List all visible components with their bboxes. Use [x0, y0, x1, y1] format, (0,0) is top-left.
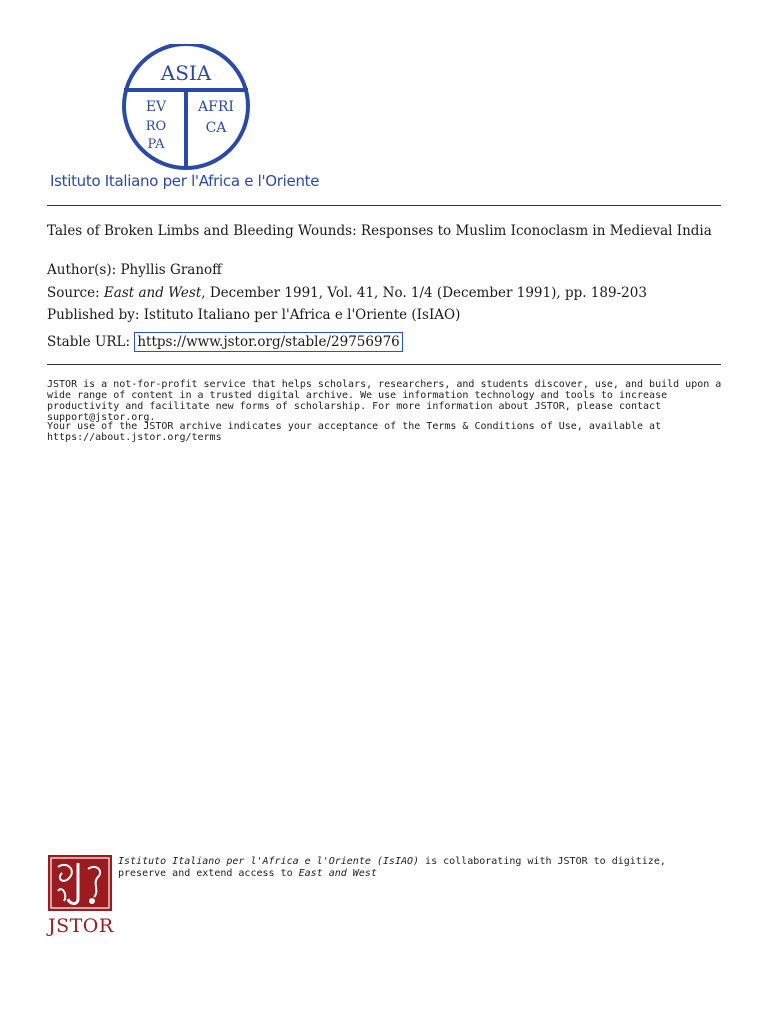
source-details: , December 1991, Vol. 41, No. 1/4 (December 1991), pp. 189-203 — [201, 285, 647, 301]
institute-logo — [50, 44, 350, 194]
jstor-notice: JSTOR is a not-for-profit service that helps scholars, researchers, and students discover, use, and build upon a wide range of content in a trusted digital archive. We use information technology and tools to increase productivity and facilitate new forms of scholarship. For more information about JSTOR, please contact support@jstor.org. — [47, 379, 722, 423]
stable-url-label: Stable URL: — [47, 334, 131, 350]
top-divider — [47, 205, 721, 206]
stable-url-link[interactable]: https://www.jstor.org/stable/29756976 — [134, 332, 402, 352]
asia-africa-europa-seal — [118, 44, 254, 170]
published-label: Published by: — [47, 307, 140, 323]
logo-right-2: CA — [205, 120, 227, 136]
source-label: Source: — [47, 285, 100, 301]
logo-left-1: EV — [145, 99, 167, 115]
collaboration-notice — [118, 856, 718, 880]
footer-publisher: Istituto Italiano per l'Africa e l'Oriente (IsIAO) — [118, 856, 420, 867]
terms-notice: Your use of the JSTOR archive indicates your acceptance of the Terms & Conditions of Use, available at https://about.jstor.org/terms — [47, 421, 662, 443]
stable-url-line — [47, 335, 727, 350]
author-name: Phyllis Granoff — [120, 262, 222, 278]
author-label: Author(s): — [47, 262, 117, 278]
jstor-logo — [48, 855, 114, 939]
published-line — [47, 308, 727, 323]
source-line — [47, 286, 727, 301]
footer-journal: East and West — [298, 868, 377, 879]
jstor-mark-icon — [48, 855, 112, 911]
logo-right-1: AFRI — [198, 99, 234, 115]
logo-top-text: ASIA — [160, 61, 212, 85]
logo-left-2: RO — [145, 119, 167, 134]
middle-divider — [47, 364, 721, 365]
author-line — [47, 263, 727, 278]
publisher-name: Istituto Italiano per l'Africa e l'Oriente (IsIAO) — [143, 307, 461, 323]
footer-collab-text: is collaborating with JSTOR to digitize, preserve and extend access to — [118, 856, 666, 879]
journal-name: East and West — [103, 285, 202, 301]
jstor-wordmark: JSTOR — [48, 915, 114, 937]
institute-name: Istituto Italiano per l'Africa e l'Oriente — [50, 172, 320, 190]
logo-left-3: PA — [147, 137, 165, 152]
article-title: Tales of Broken Limbs and Bleeding Wounds: Responses to Muslim Iconoclasm in Medieval India — [47, 223, 712, 239]
